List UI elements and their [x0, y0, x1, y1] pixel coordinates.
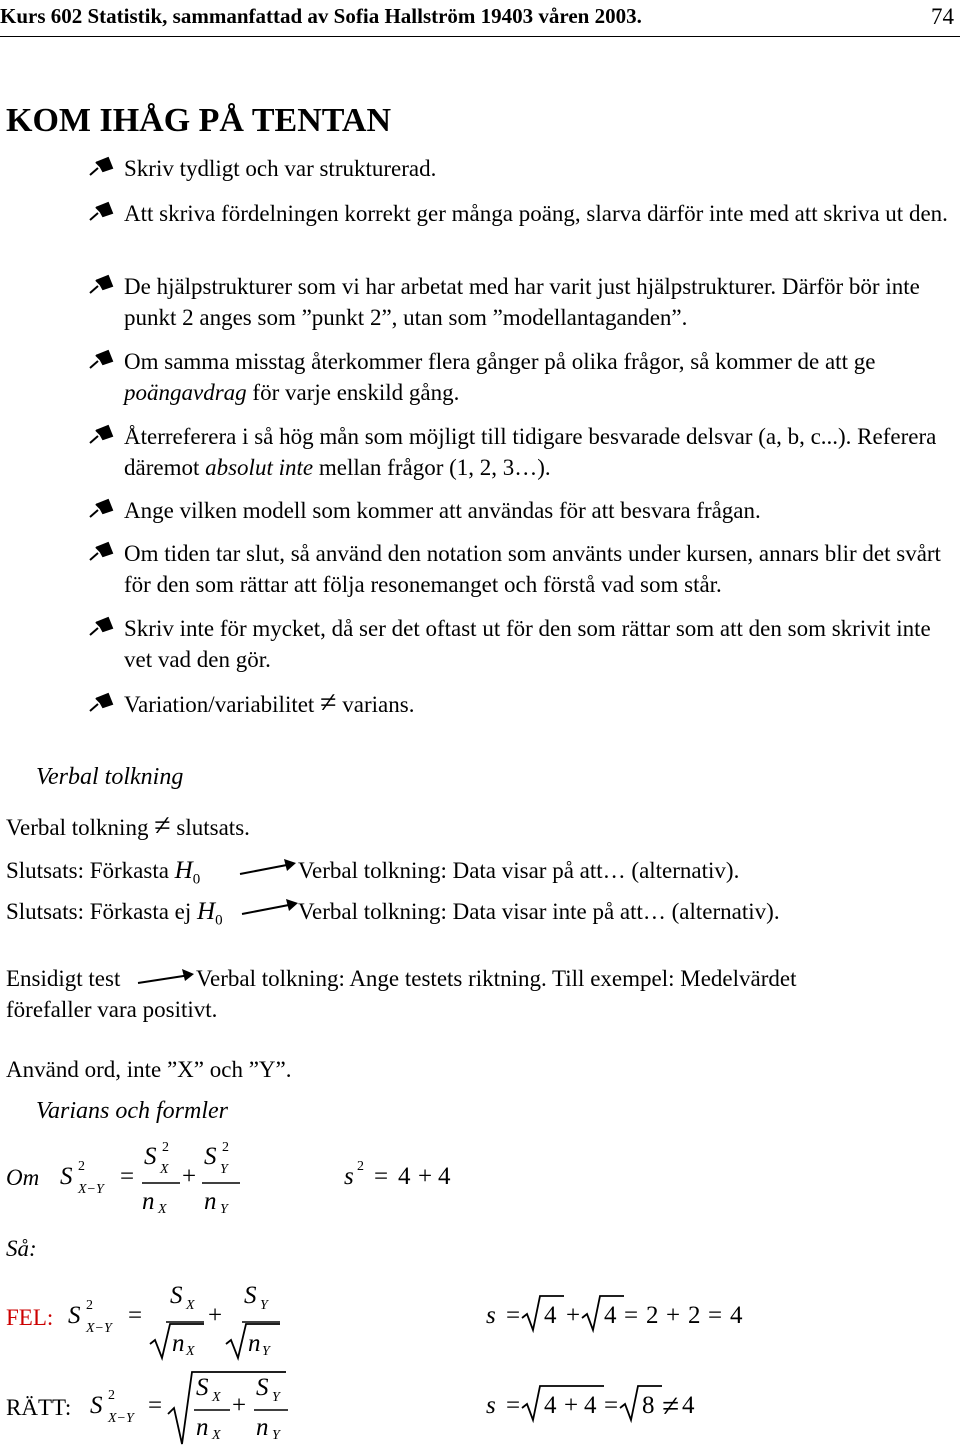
sub-x: X	[160, 1162, 169, 1177]
sub-x: X	[186, 1298, 195, 1313]
bullet-item	[88, 153, 954, 184]
num-4: 4	[398, 1163, 411, 1190]
plus: +	[418, 1163, 433, 1190]
bullet-item	[88, 538, 954, 600]
num-8: 8	[642, 1392, 655, 1419]
fraction-bar	[194, 1409, 234, 1412]
num-2: 2	[688, 1302, 701, 1329]
bullet-item	[88, 421, 954, 483]
ensidigt-right: Verbal tolkning: Ange testets riktning. Till exempel: Medelvärdet	[196, 966, 797, 991]
page-number: 74	[931, 4, 954, 29]
equals: =	[604, 1392, 619, 1419]
var-S: S	[196, 1374, 209, 1401]
equals: =	[708, 1302, 723, 1329]
num-4: 4	[438, 1163, 451, 1190]
fraction-bar	[202, 1182, 242, 1185]
sup-2: 2	[78, 1159, 85, 1174]
label-om: Om	[6, 1165, 40, 1190]
bullet-text: Att skriva fördelningen korrekt ger många poäng, slarva därför inte med att skriva ut den.	[124, 201, 948, 226]
pushpin-icon	[88, 351, 118, 371]
bullet-text: De hjälpstrukturer som vi har arbetat med har varit just hjälpstrukturer. Därför bör inte punkt 2 anges som ”punkt 2”, utan som ”modellantaganden”.	[124, 274, 920, 330]
fraction-bar	[242, 1321, 282, 1324]
header-title: Kurs 602 Statistik, sammanfattad av Sofia Hallström 19403 våren 2003.	[0, 4, 642, 28]
sub-x: X	[212, 1390, 221, 1405]
plus: +	[666, 1302, 681, 1329]
ensidigt-cont: förefaller vara positivt.	[6, 997, 218, 1022]
plus: +	[564, 1392, 579, 1419]
sub-x: X	[212, 1428, 221, 1443]
arrow-icon	[138, 967, 198, 987]
slutsats-right-2: Verbal tolkning: Data visar inte på att… (alternativ).	[298, 899, 780, 924]
sub-y: Y	[262, 1344, 270, 1359]
equals: =	[506, 1302, 521, 1329]
sup-2: 2	[86, 1298, 93, 1313]
var-S: S	[256, 1374, 269, 1401]
pushpin-icon	[88, 203, 118, 223]
var-s: s	[486, 1392, 496, 1419]
bullet-text: Återreferera i så hög mån som möjligt till tidigare besvarade delsvar (a, b, c...). Referera däremot absolut inte mellan frågor (1, 2, 3…).	[124, 424, 937, 480]
anvand-ord: Använd ord, inte ”X” och ”Y”.	[6, 1057, 292, 1082]
var-S: S	[90, 1392, 103, 1419]
pushpin-icon	[88, 500, 118, 520]
plus: +	[232, 1392, 247, 1419]
bullet-text: Skriv inte för mycket, då ser det oftast ut för den som rättar som att den som skrivit inte vet vad den gör.	[124, 616, 931, 672]
num-2: 2	[646, 1302, 659, 1329]
slutsats-left-2: Slutsats: Förkasta ej $H_0$	[6, 898, 223, 929]
verbal-line: Verbal tolkning ≠ slutsats.	[6, 809, 250, 842]
num-4: 4	[682, 1392, 695, 1419]
label-ratt: RÄTT:	[6, 1395, 72, 1420]
equals: =	[374, 1163, 389, 1190]
sub-x: X	[186, 1344, 195, 1359]
section-heading-verbal: Verbal tolkning	[36, 764, 184, 790]
sup-2: 2	[108, 1388, 115, 1403]
pushpin-icon	[88, 694, 118, 714]
bullet-text: Variation/variabilitet ≠ varians.	[124, 686, 415, 719]
sub-xy: X−Y	[86, 1321, 112, 1336]
fraction-bar	[254, 1409, 294, 1412]
sub-y: Y	[260, 1298, 268, 1313]
bullet-item	[88, 495, 954, 526]
pushpin-icon	[88, 276, 118, 296]
label-fel: FEL:	[6, 1305, 54, 1330]
num-4: 4	[584, 1392, 597, 1419]
sup-2: 2	[222, 1140, 229, 1155]
equals: =	[128, 1302, 143, 1329]
var-S: S	[204, 1143, 217, 1170]
equals: =	[506, 1392, 521, 1419]
sub-y: Y	[272, 1390, 280, 1405]
sub-xy: X−Y	[108, 1411, 134, 1426]
sub-x: X	[158, 1202, 167, 1217]
var-S: S	[144, 1143, 157, 1170]
pushpin-icon	[88, 426, 118, 446]
var-n: n	[142, 1188, 155, 1215]
arrow-icon	[242, 898, 302, 918]
num-4: 4	[730, 1302, 743, 1329]
equals: =	[148, 1392, 163, 1419]
var-S: S	[170, 1282, 183, 1309]
page-header	[0, 4, 960, 29]
section-heading-varians: Varians och formler	[36, 1098, 228, 1124]
bullet-item	[88, 346, 954, 408]
sub-y: Y	[220, 1202, 228, 1217]
bullet-text: Om samma misstag återkommer flera gånger på olika frågor, så kommer de att ge poängavdrag för varje enskild gång.	[124, 349, 876, 405]
bullet-text: Skriv tydligt och var strukturerad.	[124, 156, 437, 181]
num-4: 4	[604, 1302, 617, 1329]
slutsats-left-1: Slutsats: Förkasta $H_0$	[6, 857, 201, 888]
bullet-text: Ange vilken modell som kommer att användas för att besvara frågan.	[124, 498, 761, 523]
label-sa: Så:	[6, 1236, 37, 1261]
var-s: s	[486, 1302, 496, 1329]
num-4: 4	[544, 1392, 557, 1419]
emphasis: absolut inte	[205, 455, 314, 480]
equals: =	[120, 1163, 135, 1190]
bullet-item	[88, 198, 954, 260]
var-s: s	[344, 1163, 354, 1190]
sub-y: Y	[220, 1162, 228, 1177]
fraction-bar	[166, 1321, 206, 1324]
sup-2: 2	[357, 1159, 364, 1174]
pushpin-icon	[88, 618, 118, 638]
plus: +	[208, 1302, 223, 1329]
pushpin-icon	[88, 158, 118, 178]
not-equal-symbol: ≠	[154, 809, 171, 842]
header-rule	[0, 36, 960, 37]
bullet-item	[88, 686, 954, 720]
plus: +	[182, 1163, 197, 1190]
section-heading-kom-ihag: KOM IHÅG PÅ TENTAN	[6, 102, 392, 139]
plus: +	[566, 1302, 581, 1329]
var-n: n	[248, 1330, 261, 1357]
sub-y: Y	[272, 1428, 280, 1443]
not-equal-symbol: ≠	[320, 686, 337, 719]
bullet-item	[88, 271, 954, 333]
fraction-bar	[142, 1182, 182, 1185]
var-S: S	[60, 1163, 73, 1190]
var-S: S	[68, 1302, 81, 1329]
sub-xy: X−Y	[78, 1182, 104, 1197]
ensidigt-left: Ensidigt test	[6, 966, 121, 991]
equals: =	[624, 1302, 639, 1329]
var-n: n	[204, 1188, 217, 1215]
var-n: n	[172, 1330, 185, 1357]
arrow-icon	[240, 858, 300, 878]
sup-2: 2	[162, 1140, 169, 1155]
bullet-item	[88, 613, 954, 675]
pushpin-icon	[88, 543, 118, 563]
not-equal-symbol: ≠	[662, 1388, 680, 1423]
var-n: n	[256, 1414, 269, 1441]
bullet-text: Om tiden tar slut, så använd den notation som använts under kursen, annars blir det svårt för den som rättar att följa resonemanget och förstå vad som står.	[124, 541, 941, 597]
var-n: n	[196, 1414, 209, 1441]
emphasis: poängavdrag	[124, 380, 247, 405]
num-4: 4	[544, 1302, 557, 1329]
slutsats-right-1: Verbal tolkning: Data visar på att… (alternativ).	[298, 858, 740, 883]
var-S: S	[244, 1282, 257, 1309]
